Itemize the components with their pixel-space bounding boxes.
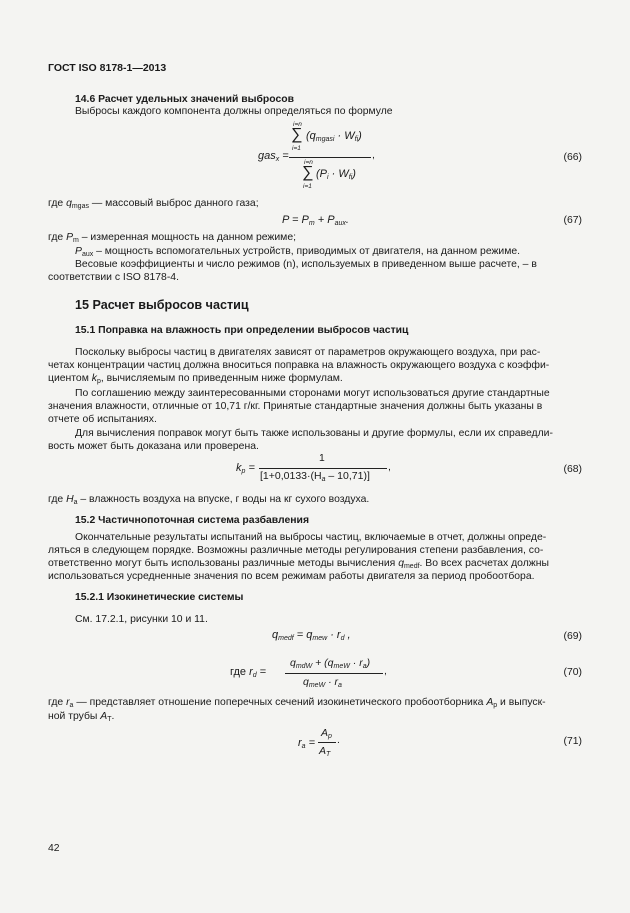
equation-68-number: (68): [563, 464, 582, 475]
section-15-2-1-title: 15.2.1 Изокинетические системы: [75, 592, 244, 603]
s15-2-line4: использоваться усредненные значения по всем режимам работы двигателя за период пробоотбора.: [48, 571, 535, 582]
weights-para-l1: Весовые коэффициенты и число режимов (n), используемых в приведенном выше расчете, – в: [75, 259, 537, 270]
s15-2-line1: Окончательные результаты испытаний на выбросы частиц, включаемые в отчет, должны опреде-: [75, 532, 547, 543]
section-14-6-intro: Выбросы каждого компонента должны определяться по формуле: [75, 106, 393, 117]
where-pm: где $P_m$ – измеренная мощность на данном режиме;: [48, 232, 296, 244]
equation-67: $P = P_m + P_{aux}$.: [282, 214, 349, 227]
section-15-title: 15 Расчет выбросов частиц: [75, 298, 249, 312]
s15-2-line3: ответственно могут быть использованы различные методы вычисления $q_{medf}$. Во всех расчетах должны: [48, 558, 549, 570]
p3-line2: вость может быть доказана или проверена.: [48, 441, 259, 452]
section-15-1-title: 15.1 Поправка на влажность при определении выбросов частиц: [75, 325, 409, 336]
where-ha: где $H_a$ – влажность воздуха на впуске, г воды на кг сухого воздуха.: [48, 494, 370, 506]
p2-line1: По соглашению между заинтересованными сторонами могут использоваться другие стандартные: [75, 388, 550, 399]
equation-69-number: (69): [563, 631, 582, 642]
reference-line: См. 17.2.1, рисунки 10 и 11.: [75, 614, 208, 625]
section-14-6-title: 14.6 Расчет удельных значений выбросов: [75, 94, 294, 105]
p3-line1: Для вычисления поправок могут быть также использованы и другие формулы, если их справедли-: [75, 428, 553, 439]
section-15-2-title: 15.2 Частичнопоточная система разбавления: [75, 515, 310, 526]
p1-line2: четах концентрации частиц должна вноситься поправка на влажность окружающего воздуха с коэффи-: [48, 360, 550, 371]
p1-line1: Поскольку выбросы частиц в двигателях зависят от параметров окружающего воздуха, при рас-: [75, 347, 541, 358]
where-qmgas: где $q_{mgas}$ — массовый выброс данного газа;: [48, 198, 259, 210]
p2-line3: отчете об испытаниях.: [48, 414, 157, 425]
document-header: ГОСТ ISO 8178-1—2013: [48, 62, 167, 74]
equation-69: $q_{medf} = q_{mew} \cdot r_d$ ,: [272, 629, 351, 642]
page-number: 42: [48, 843, 60, 854]
equation-70-number: (70): [563, 667, 582, 678]
where-paux: $P_{aux}$ – мощность вспомогательных устройств, приводимых от двигателя, на данном режиме.: [75, 246, 521, 258]
equation-71-number: (71): [563, 736, 582, 747]
where-ra-line1: где $r_a$ — представляет отношение поперечных сечений изокинетического пробоотборника $A_p$ и выпуск-: [48, 697, 546, 709]
weights-para-l2: соответствии с ISO 8178-4.: [48, 272, 179, 283]
where-ra-line2: ной трубы $A_T$.: [48, 711, 115, 723]
equation-67-number: (67): [563, 215, 582, 226]
s15-2-line2: ляться в следующем порядке. Возможны различные методы регулирования степени разбавления, со-: [48, 545, 544, 556]
p1-line3: циентом $k_p$, вычисляемым по приведенным ниже формулам.: [48, 373, 343, 385]
p2-line2: значения влажности, отличные от 10,71 г/кг. Принятые стандартные значения должны быть указаны в: [48, 401, 543, 412]
